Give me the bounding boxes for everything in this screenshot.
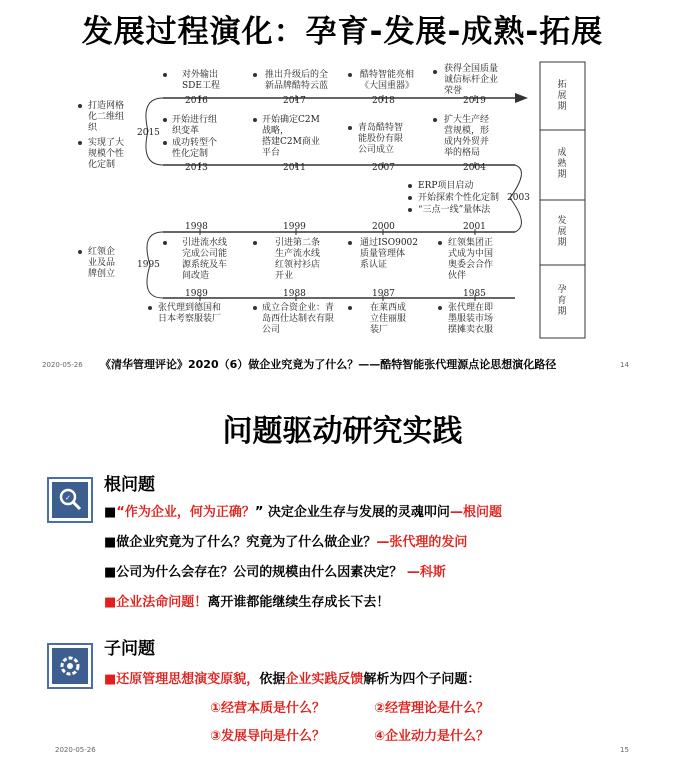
event-2017: 推出升级后的全 新品牌酷特云蓝 [265, 70, 329, 91]
line3-text: 公司为什么会存在？公司的规模由什么因素决定？ [116, 565, 403, 580]
root-question: 作为企业，何为正确？ [124, 505, 255, 520]
year-2011: 2011 [283, 163, 306, 173]
quote-open: “ [116, 505, 125, 520]
event-2001: 红领集团正 式成为中国 奥委会合作 伙伴 [448, 238, 494, 281]
root-line-4 [104, 591, 389, 610]
sub-part-3: 企业实践反馈 [285, 672, 364, 687]
year-1988: 1988 [283, 289, 306, 299]
event-2013-a: 开始进行组 织变革 [172, 115, 218, 136]
event-2013-b: 成功转型个 性化定制 [172, 138, 218, 159]
slide2-date: 2020-05-26 [55, 746, 96, 754]
svg-text:✓: ✓ [65, 494, 71, 502]
root-tag: —根问题 [449, 505, 502, 520]
slide1-page-number: 14 [620, 361, 629, 369]
event-2015-b: 实现了大 规模个性 化定制 [88, 138, 125, 170]
event-2016: 对外输出 SDE工程 [182, 70, 220, 91]
year-2003: 2003 [507, 193, 530, 203]
event-1989: 张代理到德国和 日本考察服装厂 [158, 303, 222, 324]
event-2007: 青岛酷特智 能股份有限 公司成立 [358, 123, 404, 155]
event-1988: 成立合资企业：青 岛西仕达制衣有限 公司 [262, 303, 335, 335]
year-1989: 1989 [185, 289, 208, 299]
year-1995: 1995 [137, 260, 160, 270]
line2-text: 做企业究竟为了什么？究竟为了什么做企业？ [116, 535, 377, 550]
event-1985: 张代理在即 墨服装市场 摆摊卖衣服 [448, 303, 494, 335]
bullet: ■ [104, 672, 117, 687]
bullet: ■ [104, 595, 117, 610]
slide1-date: 2020-05-26 [42, 361, 83, 369]
root-problem-icon [47, 477, 93, 523]
year-2004: 2004 [463, 163, 486, 173]
event-1987: 在莱西成 立佳丽服 装厂 [370, 303, 407, 335]
slide2-page-number: 15 [620, 746, 629, 754]
timeline-diagram [0, 0, 685, 360]
year-2018: 2018 [372, 96, 395, 106]
sub-part-1: 还原管理思想演变原貌， [116, 672, 260, 687]
stage-incubation: 孕 育 期 [557, 285, 567, 317]
event-2003-c: “三点一线”量体法 [418, 205, 491, 215]
event-2003-b: 开始探索个性化定制 [418, 193, 500, 203]
event-2004: 扩大生产经 营规模，形 成内外贸并 举的格局 [444, 115, 490, 158]
bullet: ■ [104, 505, 117, 520]
event-1995: 红领企 业及品 牌创立 [88, 247, 116, 279]
event-2018: 酷特智能亮相 《大国重器》 [360, 70, 415, 91]
event-1999: 引进第二条 生产流水线 红领衬衫店 开业 [275, 238, 321, 281]
stage-expansion: 拓 展 期 [557, 80, 567, 112]
stage-development: 发 展 期 [557, 216, 567, 248]
year-2016: 2016 [185, 96, 208, 106]
year-2013: 2013 [185, 163, 208, 173]
sub-question-3: ③发展导向是什么？ [210, 729, 326, 744]
sub-question-1: ①经营本质是什么？ [210, 701, 326, 716]
sub-question-4: ④企业动力是什么？ [374, 729, 490, 744]
slide1-caption: 《清华管理评论》2020（6）做企业究竟为了什么？——酷特智能张代理源点论思想演化路径 [100, 358, 557, 371]
sub-problem-icon [47, 643, 93, 689]
sub-part-4: 解析为四个子问题： [363, 672, 481, 687]
event-2015-a: 打造网格 化二维组 织 [88, 101, 125, 133]
bullet: ■ [104, 535, 117, 550]
slide2-title: 问题驱动研究实践 [222, 414, 463, 449]
year-2017: 2017 [283, 96, 306, 106]
year-1985: 1985 [463, 289, 486, 299]
root-problem-heading: 根问题 [104, 475, 155, 495]
year-2001: 2001 [463, 222, 486, 232]
sub-line [104, 668, 480, 687]
line4-red: 企业法命问题！ [116, 595, 208, 610]
event-2000: 通过ISO9002 质量管理体 系认证 [360, 238, 419, 270]
year-1999: 1999 [283, 222, 306, 232]
year-1998: 1998 [185, 222, 208, 232]
sub-part-2: 依据 [259, 672, 286, 687]
root-line-1 [104, 501, 502, 520]
root-line-3 [104, 561, 446, 580]
root-desc: ” 决定企业生存与发展的灵魂叩问 [254, 505, 450, 520]
line3-tag: —科斯 [402, 565, 446, 580]
root-line-2 [104, 531, 467, 550]
year-2007: 2007 [372, 163, 395, 173]
bullet: ■ [104, 565, 117, 580]
line4-text: 离开谁都能继续生存成长下去！ [207, 595, 390, 610]
event-2011: 开始确定C2M 战略， 搭建C2M商业 平台 [262, 115, 320, 158]
event-1998: 引进流水线 完成公司能 源系统及车 间改造 [182, 238, 228, 281]
year-2019: 2019 [463, 96, 486, 106]
event-2019: 获得全国质量 诚信标杆企业 荣誉 [444, 64, 499, 96]
slide1-title: 发展过程演化：孕育-发展-成熟-拓展 [81, 14, 604, 50]
event-2003-a: ERP项目启动 [418, 181, 474, 191]
stage-maturity: 成 熟 期 [557, 148, 567, 180]
year-1987: 1987 [372, 289, 395, 299]
line2-tag: —张代理的发问 [376, 535, 468, 550]
year-2000: 2000 [372, 222, 395, 232]
year-2015: 2015 [137, 128, 160, 138]
sub-question-2: ②经营理论是什么？ [374, 701, 490, 716]
sub-problem-heading: 子问题 [104, 639, 155, 659]
